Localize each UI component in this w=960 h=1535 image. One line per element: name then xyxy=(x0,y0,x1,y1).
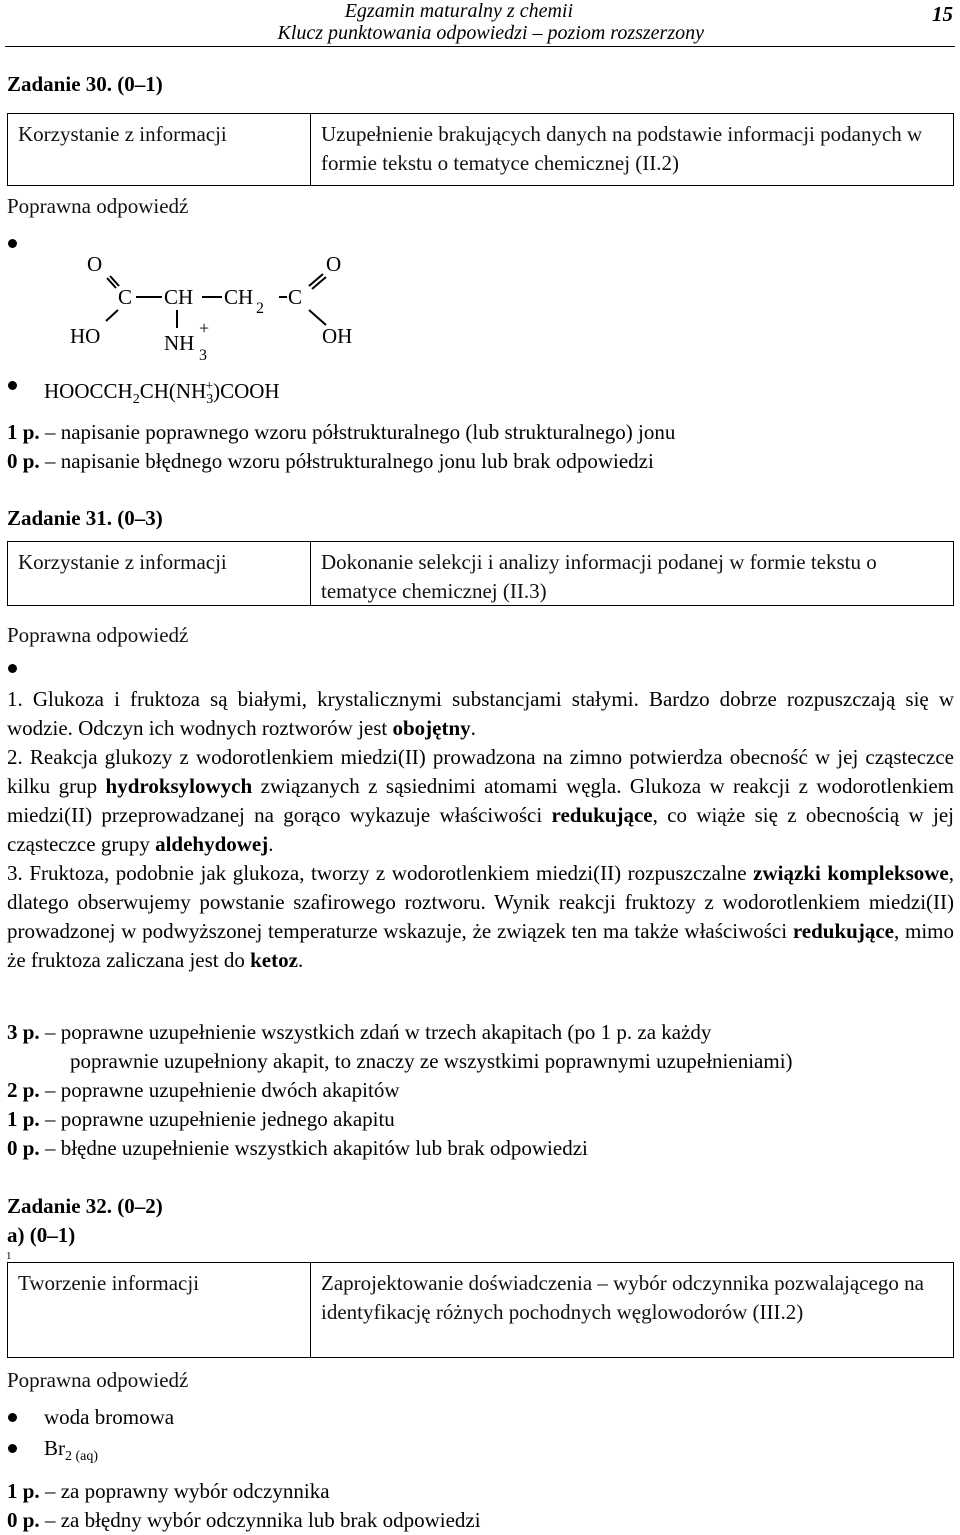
header-title: Egzamin maturalny z chemii xyxy=(344,0,573,22)
task31-paragraph-1 xyxy=(7,685,954,743)
paragraph-text: 3. Fruktoza, podobnie jak glukoza, tworzy z wodorotlenkiem miedzi(II) rozpuszczalne xyxy=(7,861,754,885)
oxygen-right: O xyxy=(326,252,342,276)
page-number: 15 xyxy=(932,2,953,26)
score-text: – poprawne uzupełnienie jednego akapitu xyxy=(39,1107,395,1131)
header-rule xyxy=(5,46,955,47)
task31-score-3-cont: poprawnie uzupełniony akapit, to znaczy ze wszystkimi poprawnymi uzupełnieniami) xyxy=(70,1049,793,1073)
header-subtitle: Klucz punktowania odpowiedzi – poziom rozszerzony xyxy=(277,22,704,44)
task31-requirements-box xyxy=(7,541,954,606)
answer-word: redukujące xyxy=(551,803,653,827)
formula-subscript: 3 xyxy=(206,392,214,408)
carbon-1: C xyxy=(118,285,133,309)
condensed-formula xyxy=(44,372,280,414)
formula-subscript: 2 xyxy=(132,392,140,408)
ammonium-charge: + xyxy=(199,318,210,338)
ch2-group: CH xyxy=(224,285,254,309)
task31-title: Zadanie 31. (0–3) xyxy=(7,506,163,530)
ammonium-group: NH xyxy=(164,331,195,355)
score-points: 0 p. xyxy=(7,1136,40,1160)
bullet xyxy=(8,381,17,390)
task31-answer-label: Poprawna odpowiedź xyxy=(7,623,189,647)
task30-score-0 xyxy=(7,447,654,476)
task30-score-1 xyxy=(7,418,675,447)
paragraph-text: , dlatego obserwujemy powstanie szafirowego roztworu. Wynik reakcji fruktozy z wodorotlenkiem miedzi(II) prowadzonej w podwyższonej temperaturze wskazuje, że związek ten ma także właściwości xyxy=(7,861,954,943)
answer-word: aldehydowej xyxy=(155,832,269,856)
score-points: 3 p. xyxy=(7,1020,40,1044)
paragraph-text: . xyxy=(470,716,476,740)
paragraph-text: , mimo że fruktoza zaliczana jest do xyxy=(7,919,954,972)
paragraph-text: 1. Glukoza i fruktoza są białymi, krystalicznymi substancjami stałymi. Bardzo dobrze rozpuszczają się w wodzie. Odczyn ich wodnych roztworów jest xyxy=(7,687,954,740)
hydroxyl-left: HO xyxy=(70,324,101,348)
task32-title: Zadanie 32. (0–2) xyxy=(7,1194,163,1218)
score-text: – napisanie błędnego wzoru półstrukturalnego jonu lub brak odpowiedzi xyxy=(39,449,654,473)
score-points: 0 p. xyxy=(7,449,40,473)
task30-answer-label: Poprawna odpowiedź xyxy=(7,194,189,218)
task30-skill: Korzystanie z informacji xyxy=(8,114,311,185)
hydroxyl-right: OH xyxy=(322,324,353,348)
ch-group: CH xyxy=(164,285,194,309)
bullet xyxy=(8,1413,17,1422)
task32-requirements-box xyxy=(7,1262,954,1358)
task31-score-0 xyxy=(7,1134,588,1163)
bullet xyxy=(8,239,17,248)
task32-skill: Tworzenie informacji xyxy=(8,1263,311,1357)
task31-paragraph-2 xyxy=(7,743,954,859)
task31-score-2 xyxy=(7,1076,400,1105)
oxygen-left: O xyxy=(87,252,103,276)
score-points: 1 p. xyxy=(7,1107,40,1131)
answer-word: ketoz xyxy=(250,948,298,972)
formula-charge: + xyxy=(205,379,214,394)
task30-requirements-box xyxy=(7,113,954,186)
score-points: 1 p. xyxy=(7,420,40,444)
task32-score-0 xyxy=(7,1506,481,1535)
stray-mark: 1 xyxy=(6,1250,12,1262)
score-text: – błędne uzupełnienie wszystkich akapitów lub brak odpowiedzi xyxy=(39,1136,588,1160)
formula-part: CH(NH xyxy=(139,379,207,403)
bullet xyxy=(8,1444,17,1453)
answer-word: obojętny xyxy=(392,716,471,740)
score-text: – napisanie poprawnego wzoru półstrukturalnego (lub strukturalnego) jonu xyxy=(39,420,676,444)
answer-formula: Br xyxy=(44,1436,65,1460)
score-text: – poprawne uzupełnienie dwóch akapitów xyxy=(39,1078,400,1102)
carbon-2: C xyxy=(288,285,303,309)
answer-word: związki kompleksowe xyxy=(753,861,949,885)
paragraph-text: związanych z sąsiednimi atomami węgla. Glukoza w reakcji z wodorotlenkiem miedzi(II) przeprowadzanej na gorąco wykazuje właściwości xyxy=(7,774,954,827)
ammonium-subscript: 3 xyxy=(199,347,207,364)
paragraph-text: . xyxy=(297,948,304,972)
task31-score-1 xyxy=(7,1105,395,1134)
structural-formula xyxy=(60,250,380,365)
task30-title: Zadanie 30. (0–1) xyxy=(7,72,163,96)
paragraph-text: 2. Reakcja glukozy z wodorotlenkiem miedzi(II) prowadzona na zimno potwierdza obecność w jej cząsteczce kilku grup xyxy=(7,745,954,798)
task32-answer-label: Poprawna odpowiedź xyxy=(7,1368,189,1392)
score-points: 0 p. xyxy=(7,1508,40,1532)
task32-answer-1: woda bromowa xyxy=(44,1405,175,1429)
task30-requirement: Uzupełnienie brakujących danych na podstawie informacji podanych w formie tekstu o tematyce chemicznej (II.2) xyxy=(321,122,923,175)
ch2-subscript: 2 xyxy=(256,300,264,317)
answer-formula-subscript: 2 (aq) xyxy=(65,1449,99,1465)
bullet xyxy=(8,664,17,673)
score-text: – poprawne uzupełnienie wszystkich zdań w trzech akapitach (po 1 p. za każdy xyxy=(39,1020,712,1044)
task31-requirement: Dokonanie selekcji i analizy informacji podanej w formie tekstu o tematyce chemicznej (II.3) xyxy=(321,550,877,603)
score-points: 1 p. xyxy=(7,1479,40,1503)
answer-word: hydroksylowych xyxy=(105,774,253,798)
score-text: – za poprawny wybór odczynnika xyxy=(39,1479,330,1503)
task32-score-1 xyxy=(7,1477,330,1506)
task32-subtitle: a) (0–1) xyxy=(7,1223,76,1247)
formula-part: HOOCCH xyxy=(44,379,133,403)
task32-requirement: Zaprojektowanie doświadczenia – wybór odczynnika pozwalającego na identyfikację różnych pochodnych węglowodorów (III.2) xyxy=(321,1271,924,1324)
answer-word: redukujące xyxy=(792,919,894,943)
task31-score-3 xyxy=(7,1018,711,1047)
score-points: 2 p. xyxy=(7,1078,40,1102)
score-text: – za błędny wybór odczynnika lub brak odpowiedzi xyxy=(39,1508,481,1532)
paragraph-text: , co wiąże się z obecnością w jej cząsteczce grupy xyxy=(7,803,954,856)
task31-paragraph-3 xyxy=(7,859,954,975)
task32-answer-2 xyxy=(44,1434,98,1471)
task31-skill: Korzystanie z informacji xyxy=(8,542,311,605)
paragraph-text: . xyxy=(268,832,274,856)
formula-part: )COOH xyxy=(213,379,280,403)
